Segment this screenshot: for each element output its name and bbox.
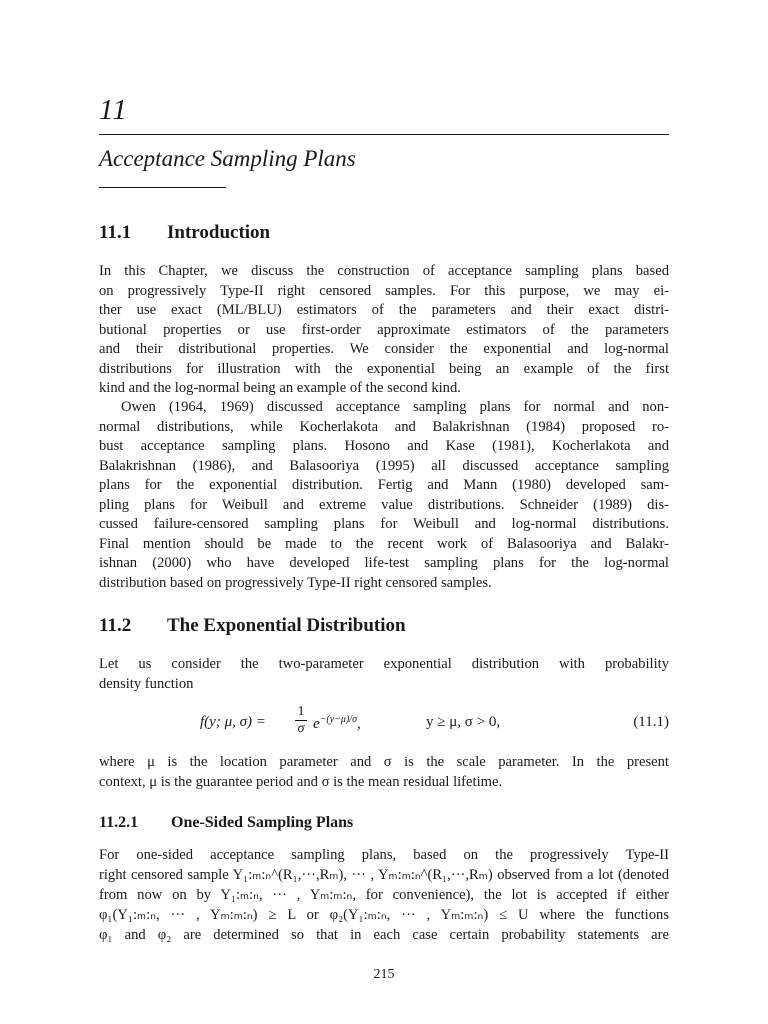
- text-line: plans for the exponential distribution. Fertig and Mann (1980) developed sam-: [99, 477, 669, 493]
- text-line: butional properties or use first-order approximate estimators of the parameters: [99, 321, 669, 338]
- equation-11-1: [99, 704, 669, 744]
- chapter-title-underline: [99, 187, 226, 188]
- text-line: cussed failure-censored sampling plans for Weibull and log-normal distributions.: [99, 516, 669, 532]
- intro-paragraph-2: [99, 398, 669, 593]
- equation-lhs: f(y; μ, σ) =: [200, 714, 266, 730]
- equation-fraction: [295, 704, 307, 737]
- text-line: right censored sample Y₁:ₘ:ₙ^(R₁,···,Rₘ), ··· , Yₘ:ₘ:ₙ^(R₁,···,Rₘ) observed from a lot (denoted: [99, 867, 669, 883]
- equation-exponential: [313, 714, 361, 733]
- fraction-numerator: 1: [295, 704, 307, 721]
- text-line: where μ is the location parameter and σ is the scale parameter. In the present: [99, 754, 669, 770]
- exp-exponent: −(y−μ)/σ: [319, 714, 357, 725]
- intro-paragraph-1: [99, 262, 669, 399]
- section-number: 11.2: [99, 615, 132, 636]
- text-line: context, μ is the guarantee period and σ is the mean residual lifetime.: [99, 773, 503, 790]
- text-line: pling plans for Weibull and extreme value distributions. Schneider (1989) dis-: [99, 496, 669, 513]
- text-line: ishnan (2000) who have developed life-test sampling plans for the log-normal: [99, 555, 669, 571]
- text-line: Balakrishnan (1986), and Balasooriya (1995) all discussed acceptance sampling: [99, 457, 669, 474]
- page-number: 215: [373, 967, 395, 982]
- text-line: kind and the log-normal being an example of the second kind.: [99, 380, 461, 396]
- text-line: on progressively Type-II right censored samples. For this purpose, we may ei-: [99, 282, 669, 299]
- text-line: Owen (1964, 1969) discussed acceptance sampling plans for normal and non-: [121, 399, 669, 415]
- text-line: In this Chapter, we discuss the construction of acceptance sampling plans based: [99, 263, 669, 279]
- text-line: distribution based on progressively Type-II right censored samples.: [99, 574, 492, 591]
- fraction-denominator: σ: [297, 721, 305, 736]
- text-line: distributions for illustration with the exponential being an example of the first: [99, 360, 669, 377]
- text-line: For one-sided acceptance sampling plans, based on the progressively Type-II: [99, 847, 669, 863]
- exponential-paragraph-2: [99, 753, 669, 792]
- chapter-rule: [99, 134, 669, 135]
- text-line: and their distributional properties. We consider the exponential and log-normal: [99, 341, 669, 357]
- equation-condition: y ≥ μ, σ > 0,: [426, 714, 501, 730]
- chapter-number: 11: [99, 94, 128, 126]
- subsection-heading-one-sided: [99, 814, 353, 832]
- exponential-paragraph-1: [99, 655, 669, 694]
- exp-base: e: [313, 716, 320, 732]
- section-title: Introduction: [167, 222, 271, 243]
- text-line: normal distributions, while Kocherlakota and Balakrishnan (1984) proposed ro-: [99, 418, 669, 435]
- chapter-title: Acceptance Sampling Plans: [99, 146, 356, 171]
- section-heading-exponential: [99, 615, 406, 637]
- text-line: φ₁ and φ₂ are determined so that in each case certain probability statements are: [99, 927, 669, 943]
- subsection-number: 11.2.1: [99, 814, 139, 831]
- text-line: bust acceptance sampling plans. Hosono and Kase (1981), Kocherlakota and: [99, 438, 669, 454]
- text-line: Final mention should be made to the recent work of Balasooriya and Balakr-: [99, 535, 669, 552]
- exp-tail: ,: [357, 716, 361, 732]
- text-line: φ₁(Y₁:ₘ:ₙ, ··· , Yₘ:ₘ:ₙ) ≥ L or φ₂(Y₁:ₘ:ₙ, ··· , Yₘ:ₘ:ₙ) ≤ U where the functions: [99, 907, 669, 923]
- equation-number: (11.1): [633, 714, 669, 730]
- text-line: Let us consider the two-parameter exponential distribution with probability: [99, 656, 669, 672]
- section-heading-introduction: [99, 222, 270, 244]
- section-number: 11.1: [99, 222, 132, 243]
- text-line: density function: [99, 675, 194, 692]
- section-title: The Exponential Distribution: [167, 615, 406, 636]
- subsection-title: One-Sided Sampling Plans: [171, 814, 354, 831]
- text-line: ther use exact (ML/BLU) estimators of the parameters and their exact distri-: [99, 302, 669, 318]
- one-sided-paragraph: [99, 845, 669, 945]
- text-line: from now on by Y₁:ₘ:ₙ, ··· , Yₘ:ₘ:ₙ, for convenience), the lot is accepted if either: [99, 887, 669, 903]
